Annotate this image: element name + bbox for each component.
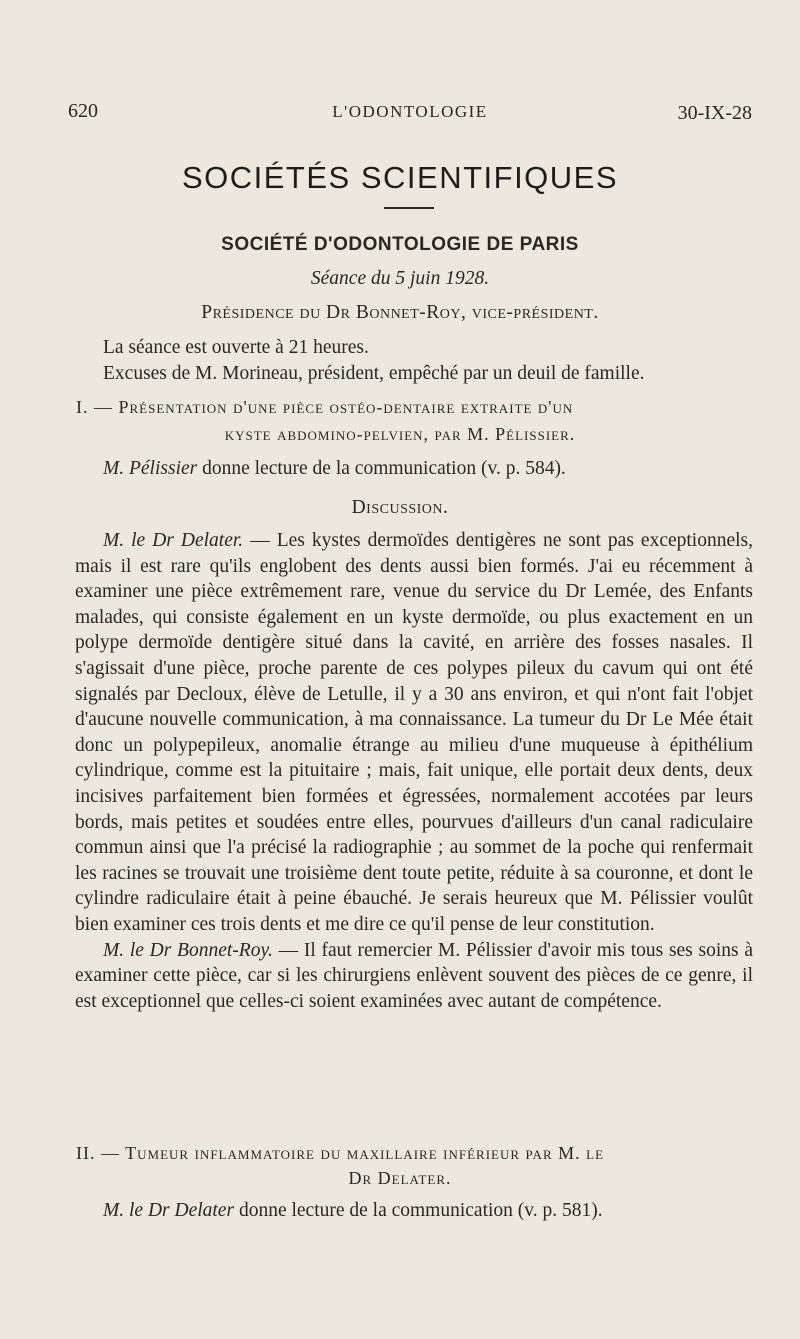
title-rule xyxy=(384,207,434,209)
opening-line: La séance est ouverte à 21 heures. xyxy=(103,337,369,358)
delater-paragraph xyxy=(75,528,753,938)
discussion-body xyxy=(75,528,753,1014)
item1-lecture xyxy=(103,458,566,480)
item1-text: donne lecture de la communication (v. p. 584). xyxy=(202,458,566,479)
seance-date: Séance du 5 juin 1928. xyxy=(310,268,490,289)
page-number: 620 xyxy=(68,100,98,122)
running-header xyxy=(68,100,752,130)
society-heading: SOCIÉTÉ D'ODONTOLOGIE DE PARIS xyxy=(221,234,579,255)
discussion-heading: Discussion. xyxy=(351,497,449,518)
item1-heading-line1: I. — Présentation d'une pièce ostéo-dentaire extraite d'un xyxy=(76,397,574,417)
journal-title: L'ODONTOLOGIE xyxy=(332,102,488,121)
section-title: SOCIÉTÉS SCIENTIFIQUES xyxy=(181,160,619,195)
bonnet-paragraph xyxy=(75,938,753,1015)
item2-speaker: M. le Dr Delater xyxy=(103,1200,235,1221)
item1-speaker: M. Pélissier xyxy=(103,458,198,479)
bonnet-text: — Il faut remercier M. Pélissier d'avoir mis tous ses soins à examiner cette pièce, car si les chirurgiens enlèvent souvent des pièces de ce genre, il est exceptionnel que celles-ci soient examinées avec autant de compétence. xyxy=(75,939,753,1012)
item2-text: donne lecture de la communication (v. p. 581). xyxy=(238,1200,603,1221)
issue-date: 30-IX-28 xyxy=(677,102,752,124)
excuses-line: Excuses de M. Morineau, président, empêché par un deuil de famille. xyxy=(103,363,645,384)
bonnet-speaker: M. le Dr Bonnet-Roy. xyxy=(103,939,273,961)
delater-speaker: M. le Dr Delater. xyxy=(103,530,244,551)
item1-heading-line2: kyste abdomino-pelvien, par M. Pélissier. xyxy=(224,424,576,444)
item2-lecture xyxy=(103,1200,603,1222)
delater-text: — Les kystes dermoïdes dentigères ne sont pas exceptionnels, mais il est rare qu'ils englobent des dents aussi bien formés. J'ai eu récemment à examiner une pièce extrêmement rare, venue du service du Dr Lemée, des Enfants malades, qui consiste également en un kyste dermoïde, ou plus exactement en un polype dermoïde dentigère situé dans la cavité, en arrière des fosses nasales. Il s'agissait d'une pièce, proche parente de ces polypes pileux du cavum qui ont été signalés par Decloux, élève de Letulle, il y a 30 ans environ, et qui n'ont fait l'objet d'aucune nouvelle communication, à ma connaissance. La tumeur du Dr Le Mée était donc un polypepileux, anomalie étrange au milieu d'une muqueuse à épithélium cylindrique, comme est la pituitaire ; mais, fait unique, elle portait deux dents, deux incisives parfaitement bien formées et égressées, normalement accotées par leurs bords, mais petites et soudées entre elles, pourvues d'ailleurs d'un canal radiculaire commun ainsi que l'a précisé la radiographie ; au sommet de la poche qui renfermait les racines se trouvait une troisième dent toute petite, réduite à sa couronne, et dont le cylindre radiculaire était à peine ébauché. Je serais heureux que M. Pélissier voulût bien examiner ces trois dents et me dire ce qu'il pense de leur constitution. xyxy=(75,530,753,935)
item2-heading-line1: II. — Tumeur inflammatoire du maxillaire inférieur par M. le xyxy=(76,1143,605,1163)
item2-heading-line2: Dr Delater. xyxy=(348,1168,452,1188)
presidence-line: Présidence du Dr Bonnet-Roy, vice-président. xyxy=(201,302,599,323)
